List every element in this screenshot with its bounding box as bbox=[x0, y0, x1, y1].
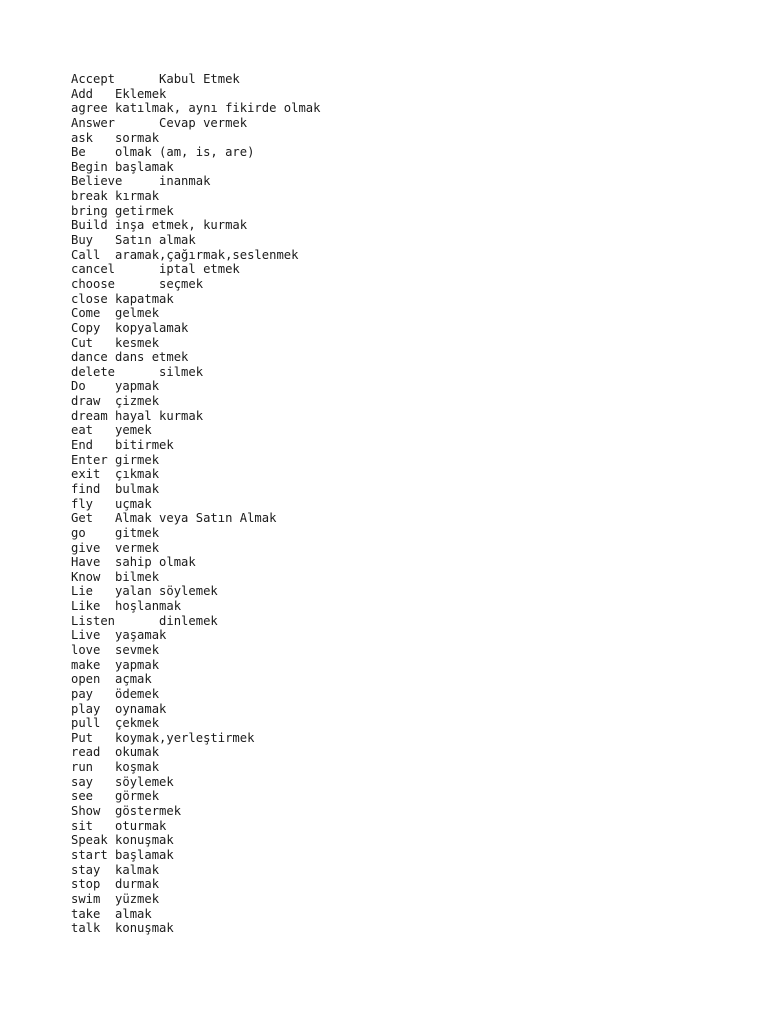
vocab-entry: Get Almak veya Satın Almak bbox=[71, 511, 277, 526]
vocab-entry: take almak bbox=[71, 906, 152, 921]
vocab-entry: pull çekmek bbox=[71, 716, 160, 731]
vocab-entry: bring getirmek bbox=[71, 203, 174, 218]
vocab-entry: eat yemek bbox=[71, 423, 152, 438]
vocab-entry: Be olmak (am, is, are) bbox=[71, 145, 255, 160]
vocab-entry: End bitirmek bbox=[71, 438, 174, 453]
vocab-entry: exit çıkmak bbox=[71, 467, 160, 482]
vocab-entry: stop durmak bbox=[71, 877, 160, 892]
vocab-entry: find bulmak bbox=[71, 481, 160, 496]
vocab-entry: Cut kesmek bbox=[71, 335, 160, 350]
vocab-entry: Have sahip olmak bbox=[71, 555, 196, 570]
vocab-entry: talk konuşmak bbox=[71, 921, 174, 936]
vocab-entry: love sevmek bbox=[71, 642, 160, 657]
vocab-entry: go gitmek bbox=[71, 525, 160, 540]
vocab-entry: Believe inanmak bbox=[71, 174, 211, 189]
vocab-entry: play oynamak bbox=[71, 701, 167, 716]
vocab-entry: Live yaşamak bbox=[71, 628, 167, 643]
vocab-entry: draw çizmek bbox=[71, 394, 160, 409]
vocab-entry: Come gelmek bbox=[71, 306, 160, 321]
vocab-entry: close kapatmak bbox=[71, 291, 174, 306]
vocab-entry: Speak konuşmak bbox=[71, 833, 174, 848]
vocab-entry: break kırmak bbox=[71, 189, 160, 204]
vocab-entry: start başlamak bbox=[71, 847, 174, 862]
vocab-entry: Accept Kabul Etmek bbox=[71, 72, 240, 86]
vocab-entry: make yapmak bbox=[71, 657, 160, 672]
vocab-entry: pay ödemek bbox=[71, 686, 160, 701]
vocab-entry: Like hoşlanmak bbox=[71, 599, 182, 614]
vocab-entry: Put koymak,yerleştirmek bbox=[71, 730, 255, 745]
vocab-entry: Lie yalan söylemek bbox=[71, 584, 218, 599]
vocab-entry: open açmak bbox=[71, 672, 152, 687]
vocab-entry: see görmek bbox=[71, 789, 160, 804]
vocab-entry: Call aramak,çağırmak,seslenmek bbox=[71, 247, 299, 262]
vocab-entry: cancel iptal etmek bbox=[71, 262, 240, 277]
vocab-entry: Enter girmek bbox=[71, 452, 160, 467]
vocab-entry: Build inşa etmek, kurmak bbox=[71, 218, 248, 233]
vocab-entry: choose seçmek bbox=[71, 276, 204, 291]
vocab-entry: Begin başlamak bbox=[71, 159, 174, 174]
vocab-entry: sit oturmak bbox=[71, 818, 167, 833]
vocab-entry: fly uçmak bbox=[71, 496, 152, 511]
vocab-entry: agree katılmak, aynı fikirde olmak bbox=[71, 101, 321, 116]
vocab-entry: Listen dinlemek bbox=[71, 613, 218, 628]
vocab-entry: give vermek bbox=[71, 540, 160, 555]
vocab-entry: Add Eklemek bbox=[71, 86, 167, 101]
vocab-entry: say söylemek bbox=[71, 774, 174, 789]
vocab-entry: Do yapmak bbox=[71, 379, 160, 394]
vocab-entry: Know bilmek bbox=[71, 569, 160, 584]
vocab-entry: stay kalmak bbox=[71, 862, 160, 877]
vocab-entry: dream hayal kurmak bbox=[71, 408, 204, 423]
vocab-entry: dance dans etmek bbox=[71, 350, 189, 365]
vocab-entry: Copy kopyalamak bbox=[71, 320, 189, 335]
vocab-entry: Buy Satın almak bbox=[71, 233, 196, 248]
vocab-entry: Answer Cevap vermek bbox=[71, 115, 248, 130]
vocab-entry: run koşmak bbox=[71, 760, 160, 775]
vocab-entry: Show göstermek bbox=[71, 804, 182, 819]
vocabulary-list bbox=[71, 72, 320, 936]
vocab-entry: ask sormak bbox=[71, 130, 160, 145]
vocab-entry: swim yüzmek bbox=[71, 891, 160, 906]
vocab-entry: read okumak bbox=[71, 745, 160, 760]
vocab-entry: delete silmek bbox=[71, 364, 204, 379]
